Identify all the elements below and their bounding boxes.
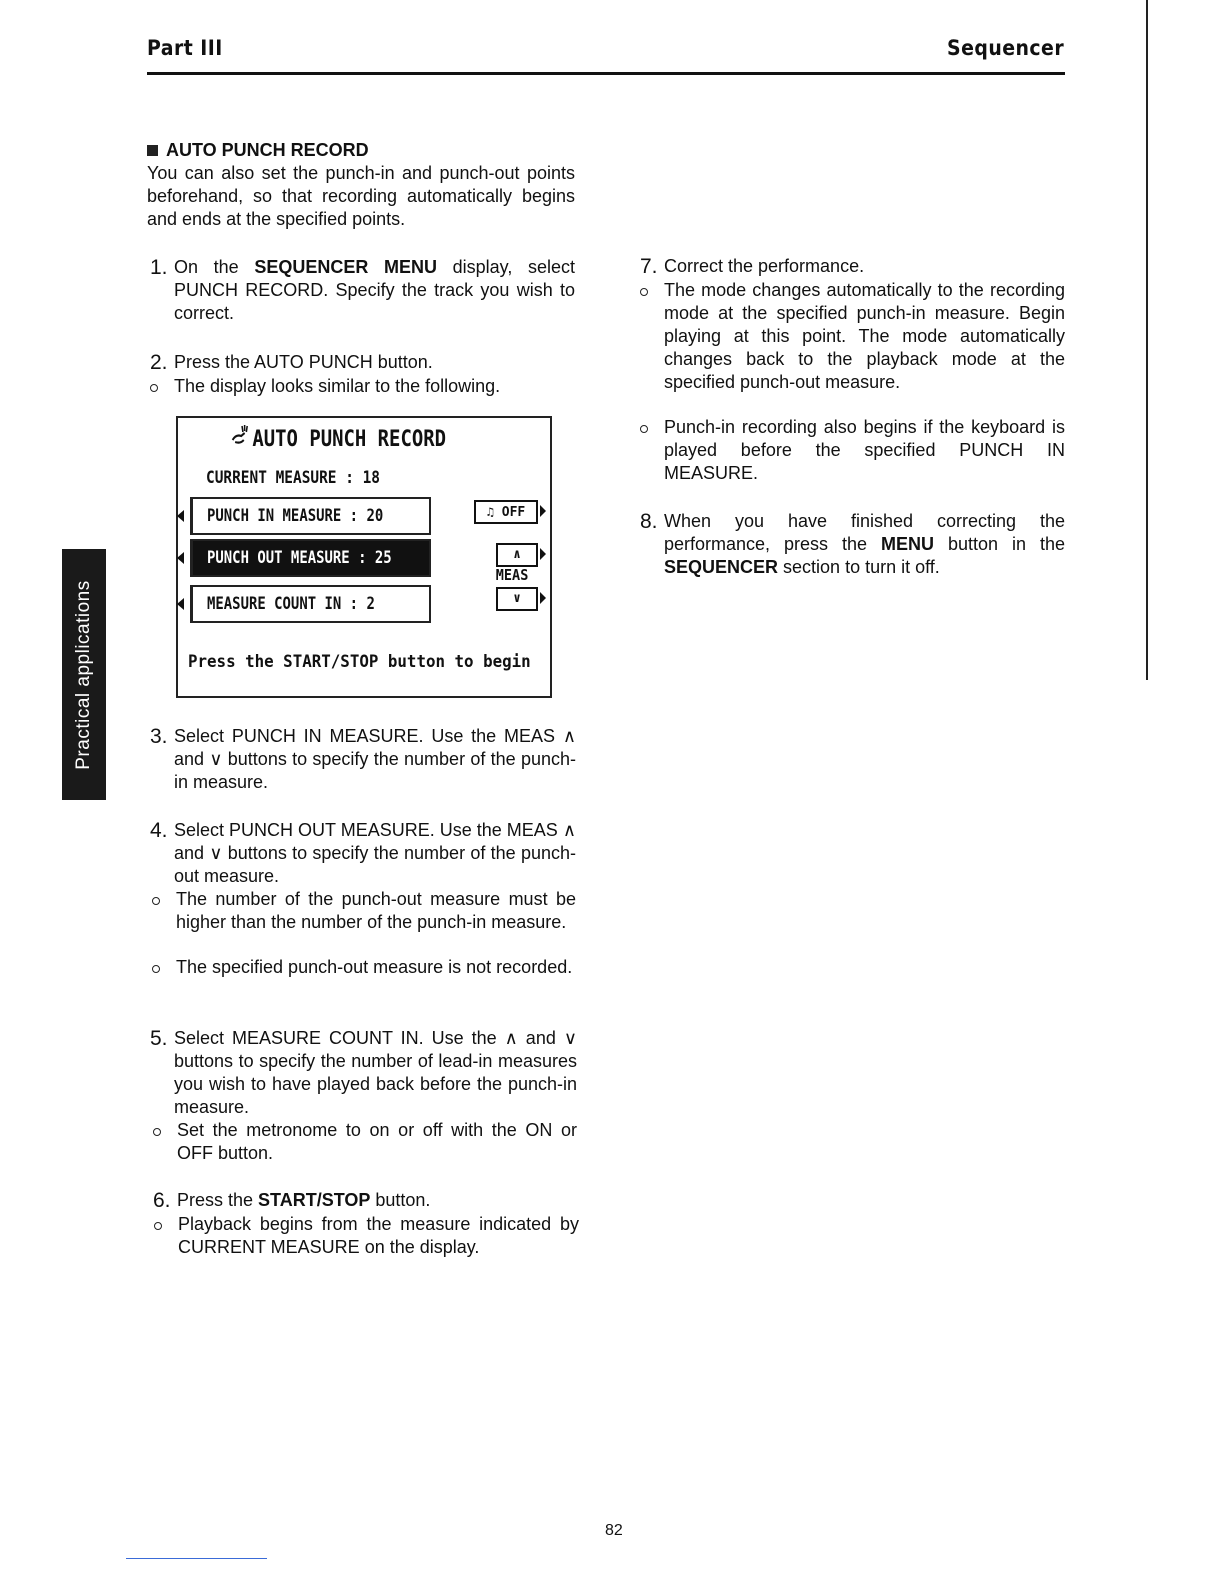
- step-number: 2.: [150, 351, 168, 374]
- step-text-part: On the: [174, 257, 255, 277]
- step-text: Press the AUTO PUNCH button.: [174, 352, 433, 372]
- bullet-text: The specified punch-out measure is not recorded.: [176, 957, 573, 977]
- bullet-4a: [152, 888, 576, 934]
- right-arrow-icon: [540, 505, 546, 517]
- bullet-7b: [640, 416, 1065, 485]
- step-number: 6.: [153, 1189, 171, 1212]
- lcd-footer: Press the START/STOP button to begin: [188, 652, 531, 672]
- bullet-4b: [152, 956, 576, 979]
- bullet-circle-icon: [150, 384, 158, 392]
- bullet-6: [154, 1213, 579, 1259]
- step-text: Select MEASURE COUNT IN. Use the ∧ and ∨ buttons to specify the number of lead-in measures you wish to have played back before the punch-in measure.: [174, 1028, 577, 1117]
- meas-label: MEAS: [495, 566, 529, 584]
- step-text-bold: SEQUENCER: [664, 557, 779, 577]
- bullet-circle-icon: [152, 965, 160, 973]
- lcd-title-text: AUTO PUNCH RECORD: [252, 427, 447, 452]
- bullet-circle-icon: [154, 1222, 162, 1230]
- step-text-bold: START/STOP: [258, 1190, 371, 1210]
- left-arrow-icon: [177, 598, 184, 610]
- meas-up-button[interactable]: ∧: [496, 543, 538, 567]
- step-text-bold: MENU: [881, 534, 934, 554]
- left-arrow-icon: [177, 552, 184, 564]
- square-bullet-icon: [147, 145, 158, 156]
- footer-rule: [126, 1558, 267, 1559]
- step-number: 3.: [150, 725, 168, 748]
- bullet-circle-icon: [152, 897, 160, 905]
- step-2: [150, 351, 575, 374]
- bullet-2: [150, 375, 575, 398]
- bullet-text: The number of the punch-out measure must be higher than the number of the punch-in measure.: [176, 889, 576, 932]
- lcd-display: [176, 416, 552, 698]
- metronome-off-button[interactable]: [474, 500, 538, 524]
- meas-down-button[interactable]: ∨: [496, 587, 538, 611]
- bullet-text: The display looks similar to the following.: [174, 376, 501, 396]
- step-8: [640, 510, 1065, 579]
- bullet-text: Punch-in recording also begins if the keyboard is played before the specified PUNCH IN MEASURE.: [664, 417, 1065, 483]
- punch-out-measure-row[interactable]: [190, 539, 431, 577]
- step-text-bold: SEQUENCER MENU: [254, 257, 437, 277]
- bullet-circle-icon: [640, 288, 648, 296]
- step-text-part: section to turn it off.: [778, 557, 940, 577]
- step-text-part: Press the: [177, 1190, 259, 1210]
- row-label: PUNCH OUT MEASURE : 25: [207, 548, 392, 568]
- punch-in-measure-row[interactable]: [190, 497, 431, 535]
- step-number: 7.: [640, 255, 658, 278]
- side-tab-label: Practical applications: [73, 579, 94, 770]
- step-text: [664, 510, 1065, 579]
- step-text: [177, 1189, 579, 1212]
- lcd-title: [230, 422, 446, 452]
- step-text: Select PUNCH IN MEASURE. Use the MEAS ∧ and ∨ buttons to specify the number of the punch-in measure.: [174, 726, 576, 792]
- step-4: [150, 819, 576, 888]
- step-text-part: button.: [370, 1190, 431, 1210]
- bullet-text: Playback begins from the measure indicated by CURRENT MEASURE on the display.: [178, 1214, 579, 1257]
- side-tab: [62, 549, 106, 800]
- step-5: [150, 1027, 577, 1119]
- measure-count-in-row[interactable]: [190, 585, 431, 623]
- bullet-circle-icon: [640, 425, 648, 433]
- intro-section: [147, 138, 575, 231]
- bullet-text: The mode changes automatically to the recording mode at the specified punch-in measure. Begin playing at this point. The mode automatically changes back to the playback mode at the specified punch-out measure.: [664, 280, 1065, 392]
- bullet-5: [153, 1119, 577, 1165]
- header-part: Part III: [147, 36, 223, 60]
- step-3: [150, 725, 576, 794]
- page-edge-line: [1146, 0, 1148, 680]
- step-number: 5.: [150, 1027, 168, 1050]
- step-number: 8.: [640, 510, 658, 533]
- bell-icon: ♫: [486, 505, 494, 519]
- step-text: Select PUNCH OUT MEASURE. Use the MEAS ∧ and ∨ buttons to specify the number of the punch-out measure.: [174, 820, 576, 886]
- current-measure: CURRENT MEASURE : 18: [206, 468, 380, 488]
- bullet-text: Set the metronome to on or off with the ON or OFF button.: [177, 1120, 577, 1163]
- step-number: 1.: [150, 256, 168, 279]
- intro-heading-row: [147, 138, 575, 162]
- step-text: [174, 256, 575, 325]
- header-section: Sequencer: [946, 36, 1064, 60]
- step-6: [153, 1189, 579, 1212]
- step-text-part: When you have finished correcting the performance, press the: [664, 511, 1065, 554]
- right-arrow-icon: [540, 592, 546, 604]
- intro-text: You can also set the punch-in and punch-out points beforehand, so that recording automatically begins and ends at the specified points.: [147, 163, 575, 229]
- intro-heading: AUTO PUNCH RECORD: [166, 140, 369, 160]
- header-rule: [147, 72, 1065, 75]
- page-number: 82: [605, 1522, 623, 1539]
- row-label: PUNCH IN MEASURE : 20: [207, 506, 384, 526]
- step-text-part: button in the: [934, 534, 1065, 554]
- step-text-part: display, select PUNCH RECORD. Specify the track you wish to correct.: [174, 257, 575, 323]
- bullet-circle-icon: [153, 1128, 161, 1136]
- step-text: Correct the performance.: [664, 256, 865, 276]
- right-arrow-icon: [540, 548, 546, 560]
- left-arrow-icon: [177, 510, 184, 522]
- step-1: [150, 256, 575, 325]
- step-number: 4.: [150, 819, 168, 842]
- metronome-hand-icon: [230, 422, 252, 452]
- step-7: [640, 255, 1065, 278]
- row-label: MEASURE COUNT IN : 2: [207, 594, 375, 614]
- metronome-off-label: OFF: [501, 505, 526, 520]
- bullet-7a: [640, 279, 1065, 394]
